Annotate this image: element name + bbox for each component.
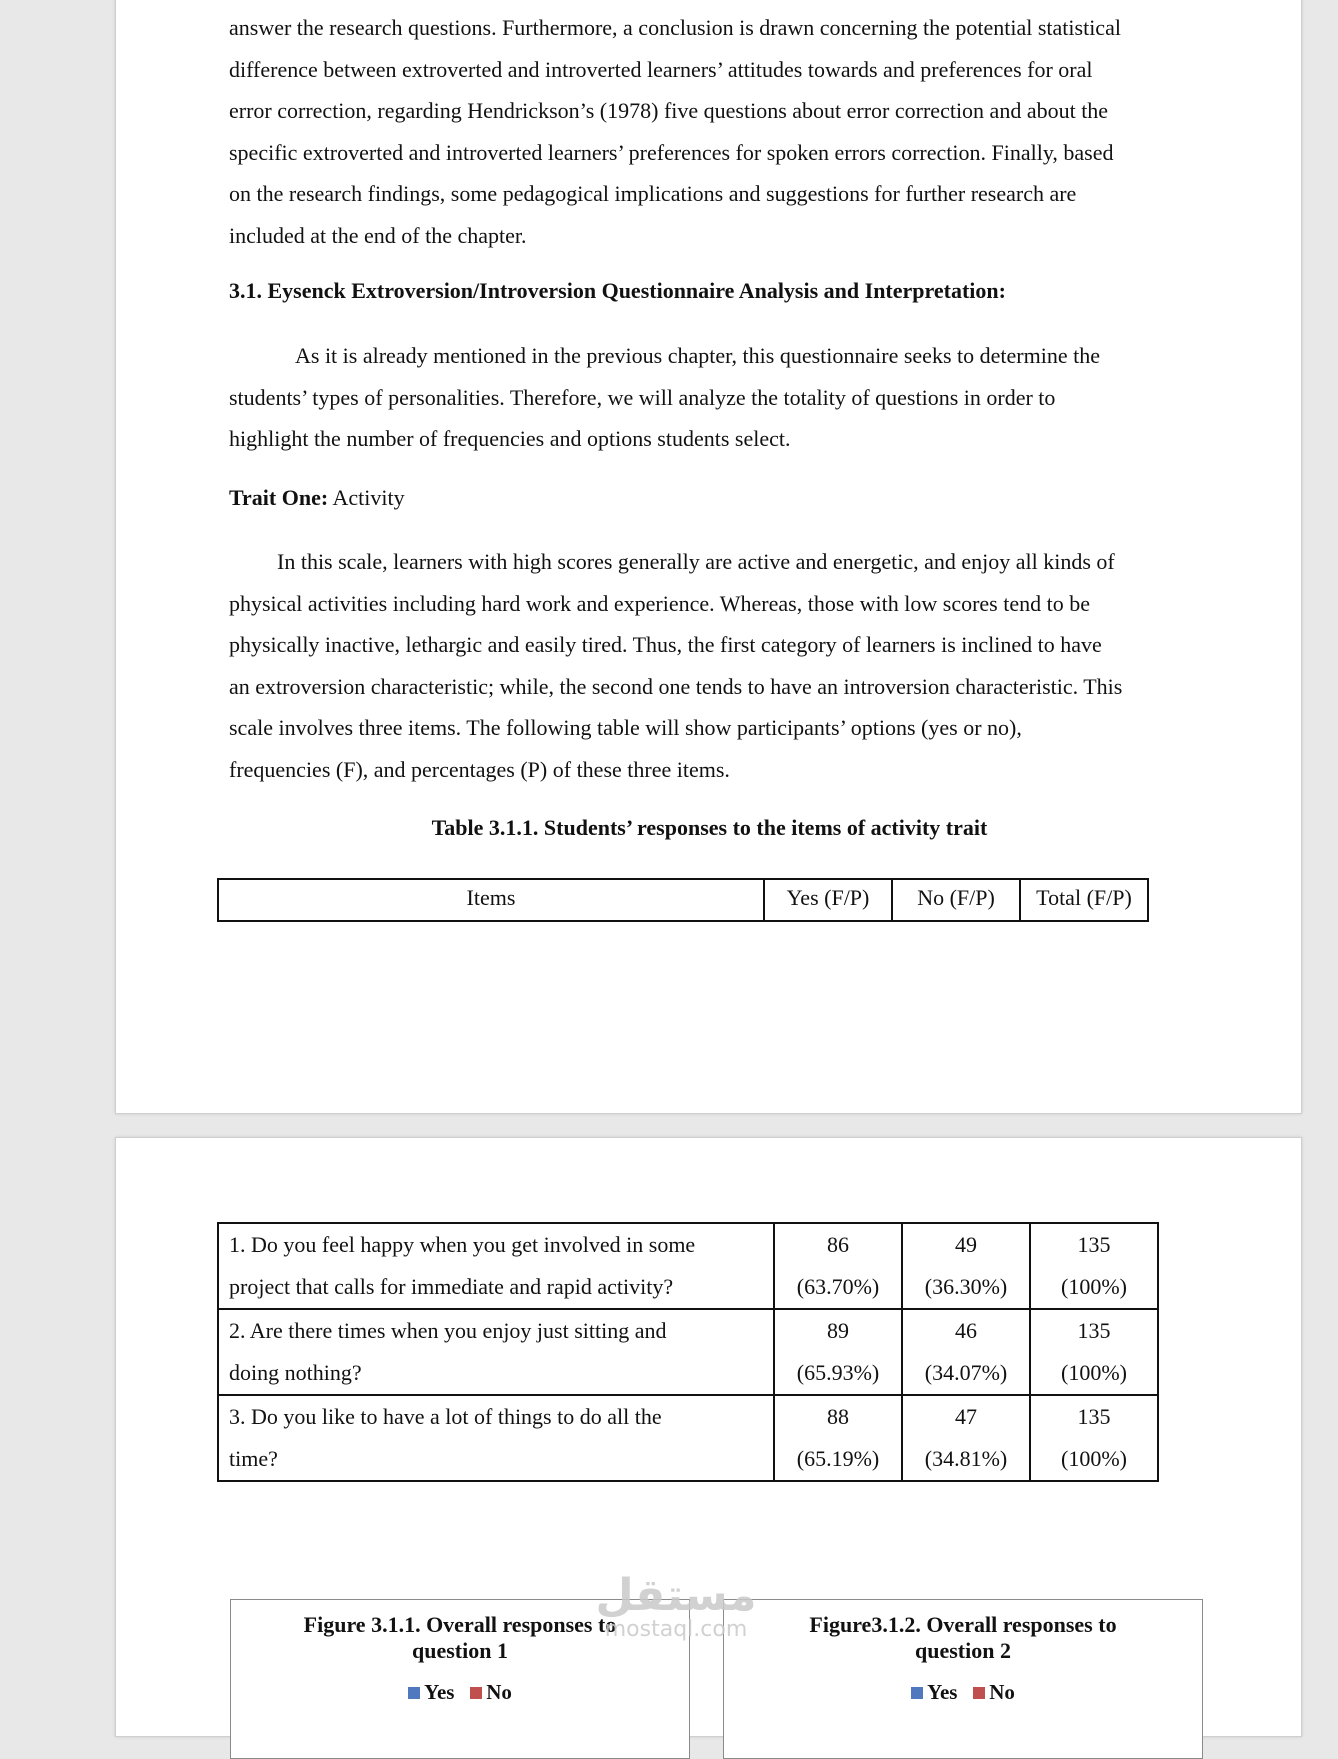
trait-name: Activity [332,485,405,510]
table-row [218,1395,1158,1481]
no-percentage: (34.81%) [924,1446,1008,1471]
table-caption: Table 3.1.1. Students’ responses to the items of activity trait [431,815,988,840]
no-percentage: (34.07%) [924,1360,1008,1385]
section-heading: 3.1. Eysenck Extroversion/Introversion Questionnaire Analysis and Interpretation: [229,278,1006,303]
table-row [218,1309,1158,1395]
item-text-line: time? [229,1446,278,1471]
no-frequency: 47 [955,1404,977,1429]
trait-label: Trait One: [229,485,329,510]
trait-paragraph [229,541,1229,790]
item-cell [218,1223,774,1309]
item-text-line: 3. Do you like to have a lot of things to do all the [229,1404,662,1429]
text-line: In this scale, learners with high scores generally are active and energetic, and enjoy all kinds of [277,549,1115,574]
no-cell [902,1395,1030,1481]
watermark-latin: mostaql.com [604,1617,748,1642]
yes-frequency: 88 [827,1404,849,1429]
figure-3-1-2 [723,1599,1203,1759]
total-frequency: 135 [1077,1318,1111,1343]
text-line: frequencies (F), and percentages (P) of these three items. [229,756,730,782]
responses-table-header [217,878,1149,922]
item-text-line: 2. Are there times when you enjoy just sitting and [229,1318,667,1343]
document-page-2 [115,1137,1302,1737]
item-text-line: project that calls for immediate and rapid activity? [229,1274,674,1299]
intro-paragraph [229,7,1229,256]
figure-legend [231,1680,689,1705]
total-percentage: (100%) [1061,1446,1127,1471]
item-cell [218,1309,774,1395]
text-line: answer the research questions. Furthermore, a conclusion is drawn concerning the potential statistical [229,15,1121,40]
total-percentage: (100%) [1061,1274,1127,1299]
yes-frequency: 86 [827,1232,849,1257]
text-line: highlight the number of frequencies and options students select. [229,426,791,451]
text-line: physical activities including hard work and experience. Whereas, those with low scores tend to be [229,590,1090,616]
section-paragraph [229,335,1229,460]
text-line: difference between extroverted and introverted learners’ attitudes towards and preferences for oral [229,56,1093,82]
table-row [218,1223,1158,1309]
total-frequency: 135 [1077,1404,1111,1429]
legend-no: No [989,1680,1015,1704]
no-percentage: (36.30%) [924,1274,1008,1299]
figure-title-line: Figure3.1.2. Overall responses to [809,1612,1117,1637]
figure-legend [724,1680,1202,1705]
no-cell [902,1309,1030,1395]
text-line: specific extroverted and introverted learners’ preferences for spoken errors correction. Finally, based [229,139,1114,165]
header-no: No (F/P) [892,879,1020,921]
no-frequency: 46 [955,1318,977,1343]
text-line: scale involves three items. The following table will show participants’ options (yes or no), [229,715,1022,740]
figure-title-line: question 2 [915,1638,1011,1663]
trait-heading [229,485,405,511]
item-text-line: doing nothing? [229,1360,362,1385]
figure-title-line: question 1 [412,1638,508,1663]
legend-yes: Yes [424,1680,455,1704]
no-swatch-icon [973,1687,985,1699]
yes-swatch-icon [911,1687,923,1699]
document-page-1 [115,0,1302,1114]
total-frequency: 135 [1077,1232,1111,1257]
total-cell [1030,1223,1158,1309]
yes-percentage: (63.70%) [796,1274,880,1299]
watermark-logo [586,1570,766,1642]
yes-frequency: 89 [827,1318,849,1343]
text-line: As it is already mentioned in the previous chapter, this questionnaire seeks to determine the [295,343,1100,368]
item-cell [218,1395,774,1481]
figure-title-line: Figure 3.1.1. Overall responses to [303,1612,617,1637]
yes-percentage: (65.19%) [796,1446,880,1471]
responses-table [217,1222,1159,1482]
figure-title [724,1612,1202,1664]
total-cell [1030,1395,1158,1481]
legend-yes: Yes [927,1680,958,1704]
total-cell [1030,1309,1158,1395]
yes-swatch-icon [408,1687,420,1699]
text-line: included at the end of the chapter. [229,222,527,248]
text-line: on the research findings, some pedagogical implications and suggestions for further research are [229,181,1077,206]
header-items: Items [218,879,764,921]
watermark-arabic: مستقل [595,1570,757,1621]
yes-cell [774,1309,902,1395]
table-header-row [218,879,1148,921]
text-line: students’ types of personalities. Therefore, we will analyze the totality of questions in order to [229,384,1056,410]
no-cell [902,1223,1030,1309]
item-text-line: 1. Do you feel happy when you get involved in some [229,1232,696,1257]
yes-cell [774,1223,902,1309]
text-line: an extroversion characteristic; while, the second one tends to have an introversion characteristic. This [229,673,1123,699]
header-yes: Yes (F/P) [764,879,892,921]
no-frequency: 49 [955,1232,977,1257]
yes-cell [774,1395,902,1481]
total-percentage: (100%) [1061,1360,1127,1385]
header-total: Total (F/P) [1020,879,1148,921]
legend-no: No [486,1680,512,1704]
no-swatch-icon [470,1687,482,1699]
text-line: error correction, regarding Hendrickson’s (1978) five questions about error correction and about the [229,98,1109,123]
text-line: physically inactive, lethargic and easily tired. Thus, the first category of learners is inclined to have [229,632,1102,657]
yes-percentage: (65.93%) [796,1360,880,1385]
